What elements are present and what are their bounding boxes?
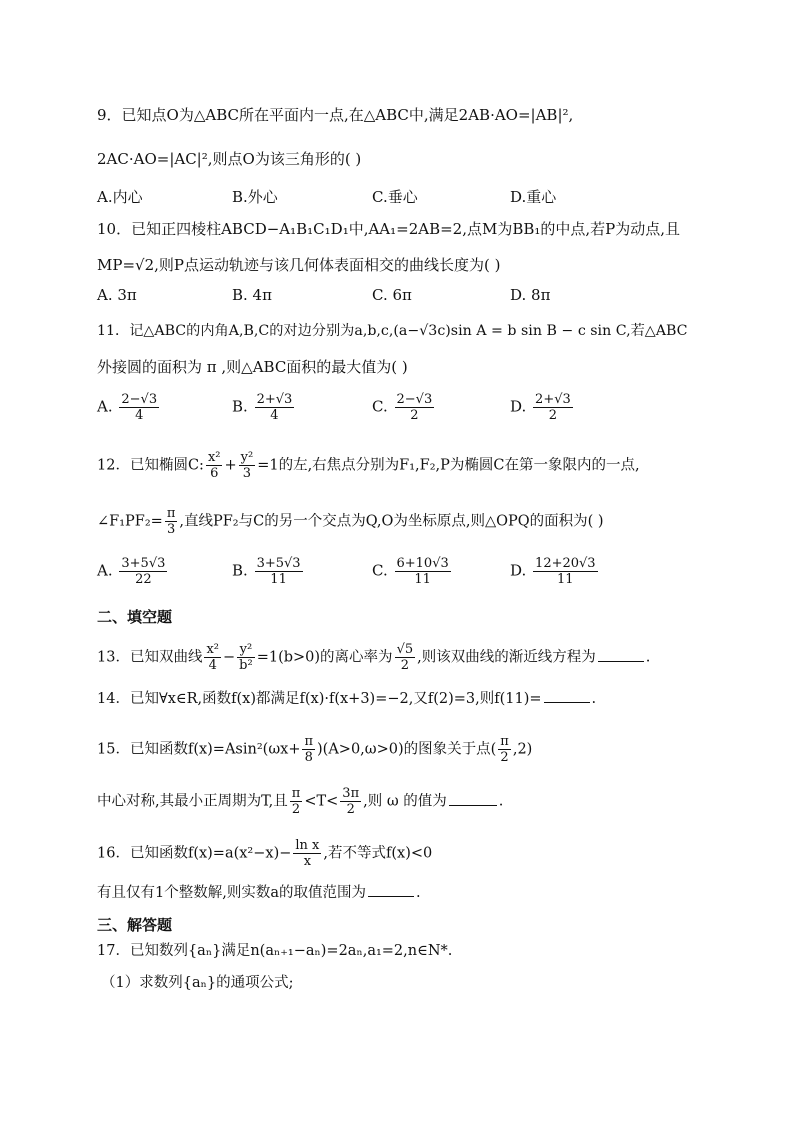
q10-line1: 10．已知正四棱柱ABCD−A₁B₁C₁D₁中,AA₁=2AB=2,点M为BB₁的中点,若P为动点,且 — [97, 220, 681, 238]
q17-line2: （1）求数列{aₙ}的通项公式; — [101, 975, 294, 991]
q9-option-a: A.内心 — [97, 188, 143, 206]
q12-d-fraction: $\frac{12+20√3}{11}$ — [535, 556, 596, 587]
q10-option-a: A. 3π — [97, 286, 137, 304]
q10-option-c: C. 6π — [372, 286, 412, 304]
q12-option-b: B. $\frac{3+5√3}{11}$ — [232, 556, 301, 587]
q10-line2: MP=√2,则P点运动轨迹与该几何体表面相交的曲线长度为( ) — [97, 256, 501, 274]
q16-line2: 有且仅有1个整数解,则实数a的取值范围为 . — [97, 882, 421, 904]
section-answer-heading: 三、解答题 — [97, 916, 173, 934]
q13-frac-x: $\frac{\text{x²}}{4}$ — [206, 642, 219, 673]
q13-line: 13．已知双曲线 $\frac{\text{x²}}{4}$ − $\frac{\text{y²}}{\text{b²}}$ =1(b>0)的离心率为 $\frac{√5}{2}$ ,则该双曲线的渐近线方程为 . — [97, 642, 651, 673]
q12-option-a: A. $\frac{3+5√3}{22}$ — [97, 556, 166, 587]
q9-option-c: C.垂心 — [372, 188, 418, 206]
q13-frac-y: $\frac{\text{y²}}{\text{b²}}$ — [239, 642, 253, 673]
q16-line1: 16．已知函数f(x)=a(x²−x)− $\frac{\text{ln x}}{x}$ ,若不等式f(x)<0 — [97, 838, 433, 869]
q14-answer-blank[interactable] — [544, 688, 590, 703]
q15-frac-pi2: $\frac{\pi}{2}$ — [500, 734, 509, 765]
q12-line1: 12．已知椭圆C: $\frac{\text{x²}}{6}$ + $\frac{\text{y²}}{3}$ =1的左,右焦点分别为F₁,F₂,P为椭圆C在第一象限内的一点, — [97, 450, 640, 481]
q16-frac-lnx: $\frac{\text{ln x}}{x}$ — [295, 838, 320, 869]
q11-line2: 外接圆的面积为 π ,则△ABC面积的最大值为( ) — [97, 358, 408, 376]
q12-option-c: C. $\frac{6+10√3}{11}$ — [372, 556, 449, 587]
q11-option-b: B. $\frac{2+√3}{4}$ — [232, 392, 293, 423]
q15-frac-pi8: $\frac{\pi}{8}$ — [304, 734, 314, 765]
q12-b-fraction: $\frac{3+5√3}{11}$ — [256, 556, 301, 587]
q13-answer-blank[interactable] — [598, 647, 644, 662]
q15-answer-blank[interactable] — [449, 791, 497, 806]
q9-line1: 9．已知点O为△ABC所在平面内一点,在△ABC中,满足2AB·AO=|AB|², — [97, 106, 574, 124]
q13-frac-e: $\frac{√5}{2}$ — [396, 642, 414, 673]
q15-frac-high: $\frac{3\pi}{2}$ — [342, 786, 360, 817]
q9-option-d: D.重心 — [510, 188, 557, 206]
q9-line2: 2AC·AO=|AC|²,则点O为该三角形的( ) — [97, 150, 362, 168]
q11-option-d: D. $\frac{2+√3}{2}$ — [510, 392, 571, 423]
q12-frac-y: $\frac{\text{y²}}{3}$ — [240, 450, 254, 481]
q17-line1: 17．已知数列{aₙ}满足n(aₙ₊₁−aₙ)=2aₙ,a₁=2,n∈N*. — [97, 943, 453, 959]
q12-c-fraction: $\frac{6+10√3}{11}$ — [396, 556, 449, 587]
q12-a-fraction: $\frac{3+5√3}{22}$ — [121, 556, 166, 587]
q11-b-fraction: $\frac{2+√3}{4}$ — [256, 392, 293, 423]
q9-option-b: B.外心 — [232, 188, 278, 206]
q12-option-d: D. $\frac{12+20√3}{11}$ — [510, 556, 596, 587]
q12-frac-angle: $\frac{\pi}{3}$ — [166, 506, 176, 537]
q11-d-fraction: $\frac{2+√3}{2}$ — [535, 392, 571, 423]
q10-option-d: D. 8π — [510, 286, 551, 304]
q12-line2: ∠F₁PF₂= $\frac{\pi}{3}$ ,直线PF₂与C的另一个交点为Q,O为坐标原点,则△OPQ的面积为( ) — [97, 506, 604, 537]
q16-answer-blank[interactable] — [368, 882, 414, 897]
q11-c-fraction: $\frac{2-√3}{2}$ — [396, 392, 433, 423]
q11-a-fraction: $\frac{2-√3}{4}$ — [121, 392, 158, 423]
q15-frac-low: $\frac{\pi}{2}$ — [291, 786, 301, 817]
q12-frac-x: $\frac{\text{x²}}{6}$ — [207, 450, 221, 481]
section-fill-in-heading: 二、填空题 — [97, 608, 173, 626]
q11-option-c: C. $\frac{2-√3}{2}$ — [372, 392, 433, 423]
q15-line1: 15．已知函数f(x)=Asin²(ωx+ $\frac{\pi}{8}$ )(A>0,ω>0)的图象关于点( $\frac{\pi}{2}$ ,2) — [97, 734, 533, 765]
q15-line2: 中心对称,其最小正周期为T,且 $\frac{\pi}{2}$ <T< $\frac{3\pi}{2}$ ,则 ω 的值为 . — [97, 786, 504, 817]
q11-option-a: A. $\frac{2-√3}{4}$ — [97, 392, 158, 423]
q10-option-b: B. 4π — [232, 286, 272, 304]
q14-line: 14．已知∀x∈R,函数f(x)都满足f(x)·f(x+3)=−2,又f(2)=3,则f(11)= . — [97, 688, 596, 710]
q11-line1: 11．记△ABC的内角A,B,C的对边分别为a,b,c,(a−√3c)sin A = b sin B − c sin C,若△ABC — [97, 323, 688, 339]
